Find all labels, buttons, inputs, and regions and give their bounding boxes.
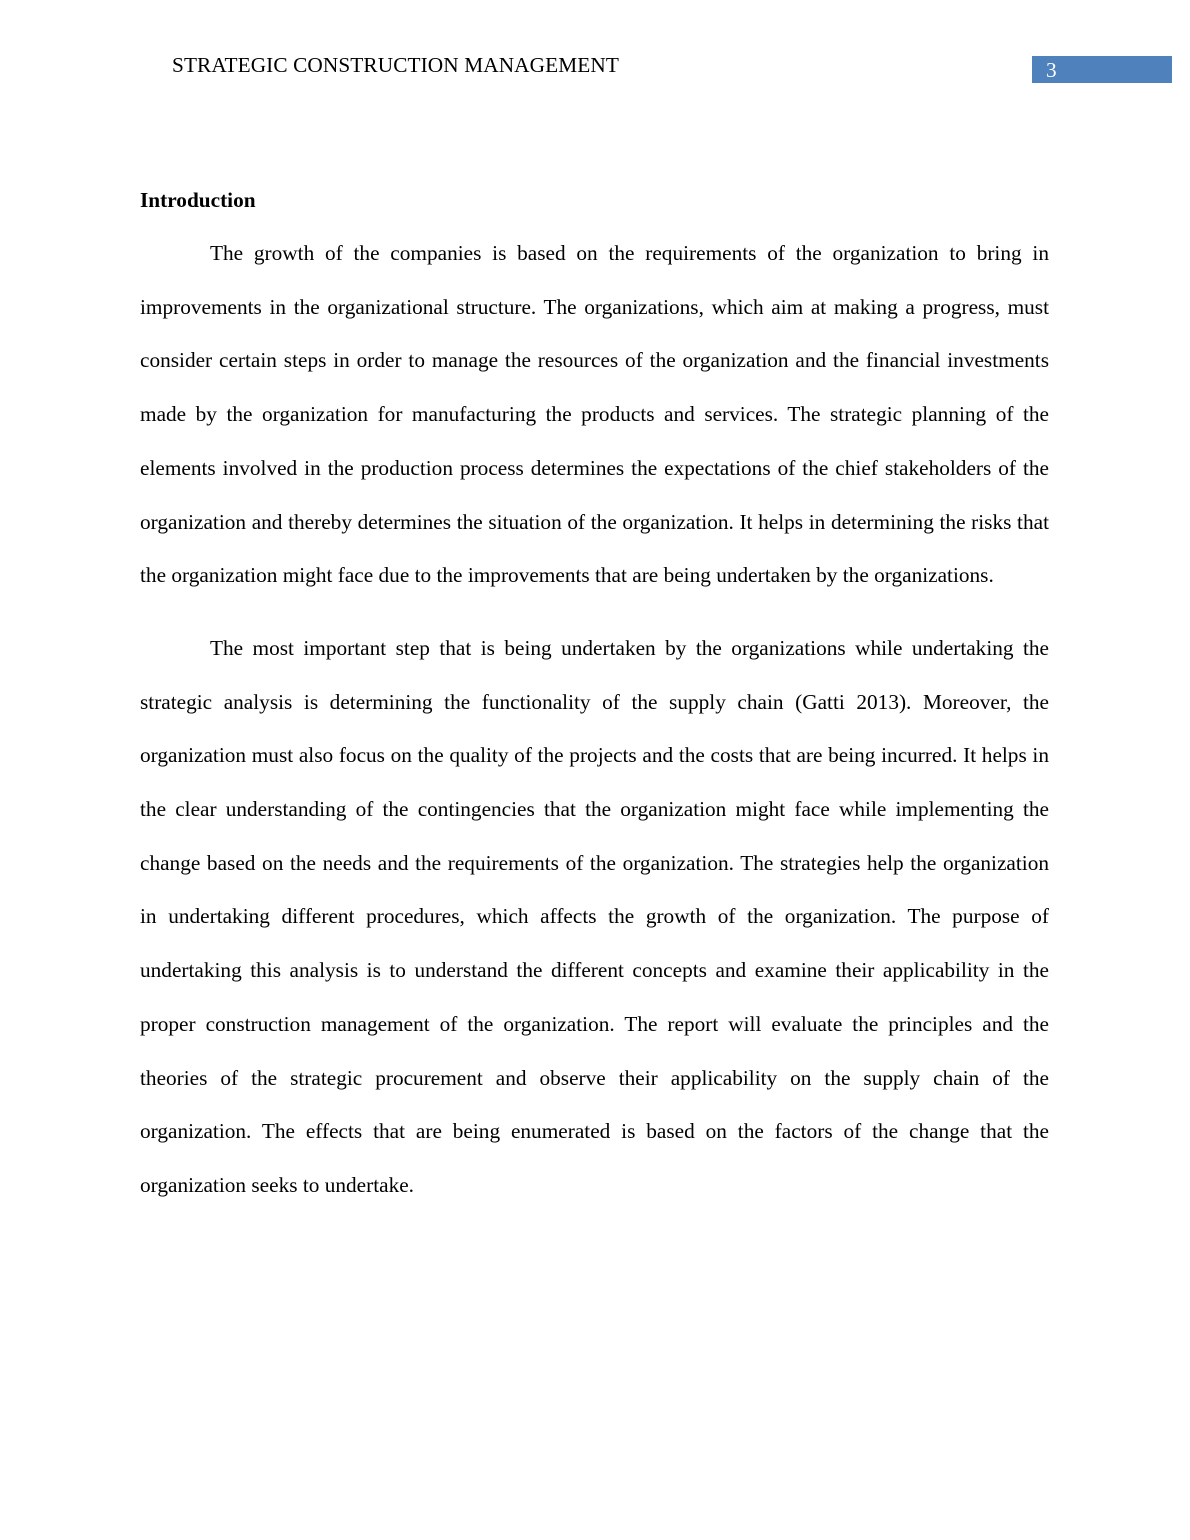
paragraph-2: The most important step that is being undertaken by the organizations while undertaking the strategic analysis is determining the functionality of the supply chain (Gatti 2013). Moreover, the organization must also focus on the quality of the projects and the costs that are being incurred. It helps in the clear understanding of the contingencies that the organization might face while implementing the change based on the needs and the requirements of the organization. The strategies help the organization in undertaking different procedures, which affects the growth of the organization. The purpose of undertaking this analysis is to understand the different concepts and examine their applicability in the proper construction management of the organization. The report will evaluate the principles and the theories of the strategic procurement and observe their applicability on the supply chain of the organization. The effects that are being enumerated is based on the factors of the change that the organization seeks to undertake. [140,635,1049,1197]
running-head: STRATEGIC CONSTRUCTION MANAGEMENT [172,53,619,77]
page-number-box [1032,56,1172,83]
section-heading: Introduction [140,188,256,212]
page-number: 3 [1046,58,1057,82]
paragraph-1: The growth of the companies is based on the requirements of the organization to bring in improvements in the organizational structure. The organizations, which aim at making a progress, must consider certain steps in order to manage the resources of the organization and the financial investments made by the organization for manufacturing the products and services. The strategic planning of the elements involved in the production process determines the expectations of the chief stakeholders of the organization and thereby determines the situation of the organization. It helps in determining the risks that the organization might face due to the improvements that are being undertaken by the organizations. [140,241,1049,588]
document-body [140,186,1049,1213]
